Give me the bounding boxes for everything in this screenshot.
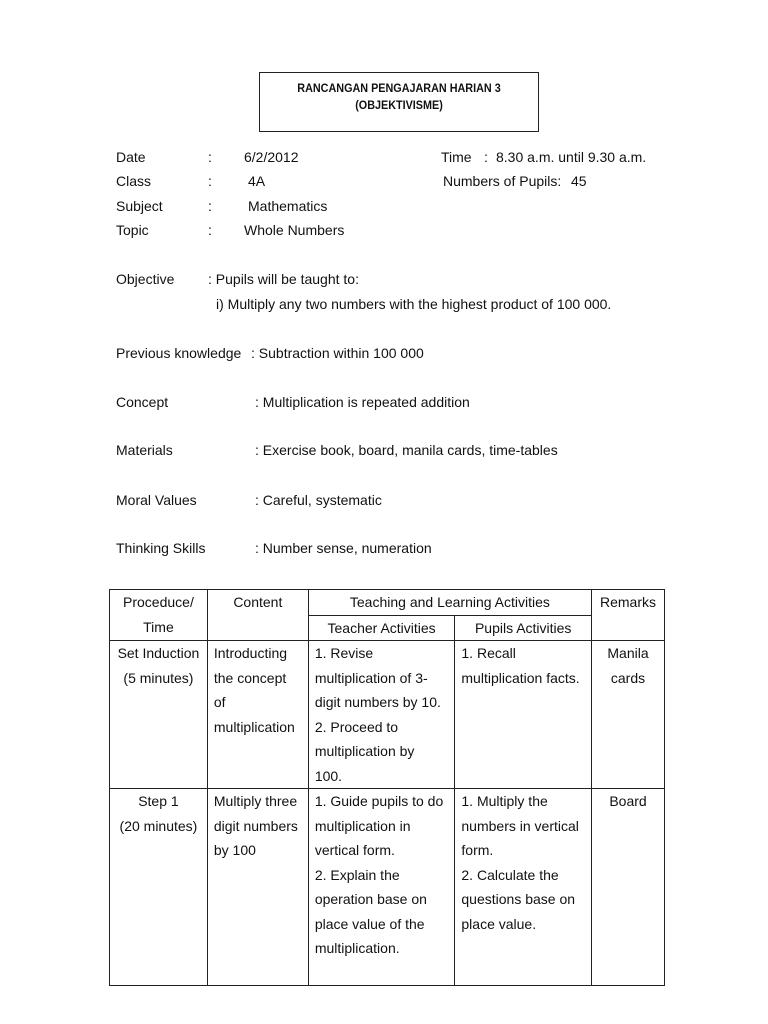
table-row [110,789,665,986]
row-pupils: 1. Multiply the numbers in vertical form. 2. Calculate the questions base on place value. [455,789,592,986]
header-teaching-learning: Teaching and Learning Activities [308,590,591,616]
materials-label: Materials [116,442,173,458]
lesson-plan-table [109,589,665,986]
prev-knowledge-label: Previous knowledge [116,345,242,361]
pupils-value: 45 [571,173,587,189]
row-teacher: 1. Revise multiplication of 3- digit numbers by 10. 2. Proceed to multiplication by 100. [308,641,455,789]
thinking-skills-value: : Number sense, numeration [255,540,432,556]
topic-colon: : [208,222,212,238]
row-teacher: 1. Guide pupils to do multiplication in vertical form. 2. Explain the operation base on place value of the multiplication. [308,789,455,986]
topic-label: Topic [116,222,149,238]
row-content: Introducting the concept of multiplication [207,641,308,789]
class-value: 4A [248,173,266,189]
table-header-row [110,590,665,616]
thinking-skills-label: Thinking Skills [116,540,206,556]
header-remarks: Remarks [592,590,665,641]
date-label: Date [116,149,146,165]
date-value: 6/2/2012 [244,149,299,165]
row-procedure: Step 1 (20 minutes) [110,789,208,986]
objective-intro: : Pupils will be taught to: [208,271,359,287]
class-colon: : [208,173,212,189]
materials-value: : Exercise book, board, manila cards, time-tables [255,442,558,458]
concept-label: Concept [116,394,169,410]
moral-values-label: Moral Values [116,492,197,508]
row-content: Multiply three digit numbers by 100 [207,789,308,986]
title-line2: (OBJEKTIVISME) [355,98,443,112]
title-box [259,72,539,132]
topic-value: Whole Numbers [244,222,345,238]
header-procedure: Proceduce/ Time [110,590,208,641]
subject-label: Subject [116,198,163,214]
header-teacher-activities: Teacher Activities [308,615,455,641]
moral-values-value: : Careful, systematic [255,492,382,508]
row-remarks: Manila cards [592,641,665,789]
objective-item: i) Multiply any two numbers with the highest product of 100 000. [216,296,612,312]
header-content: Content [207,590,308,641]
header-pupils-activities: Pupils Activities [455,615,592,641]
time-value: 8.30 a.m. until 9.30 a.m. [496,149,647,165]
subject-colon: : [208,198,212,214]
time-label: Time [441,149,472,165]
date-colon: : [208,149,212,165]
table-row [110,641,665,789]
objective-label: Objective [116,271,175,287]
row-procedure: Set Induction (5 minutes) [110,641,208,789]
concept-value: : Multiplication is repeated addition [255,394,470,410]
row-pupils: 1. Recall multiplication facts. [455,641,592,789]
class-label: Class [116,173,152,189]
title-line1: RANCANGAN PENGAJARAN HARIAN 3 [297,81,501,95]
pupils-label: Numbers of Pupils: [443,173,562,189]
subject-value: Mathematics [248,198,328,214]
time-colon: : [484,149,488,165]
prev-knowledge-value: : Subtraction within 100 000 [251,345,424,361]
row-remarks: Board [592,789,665,986]
